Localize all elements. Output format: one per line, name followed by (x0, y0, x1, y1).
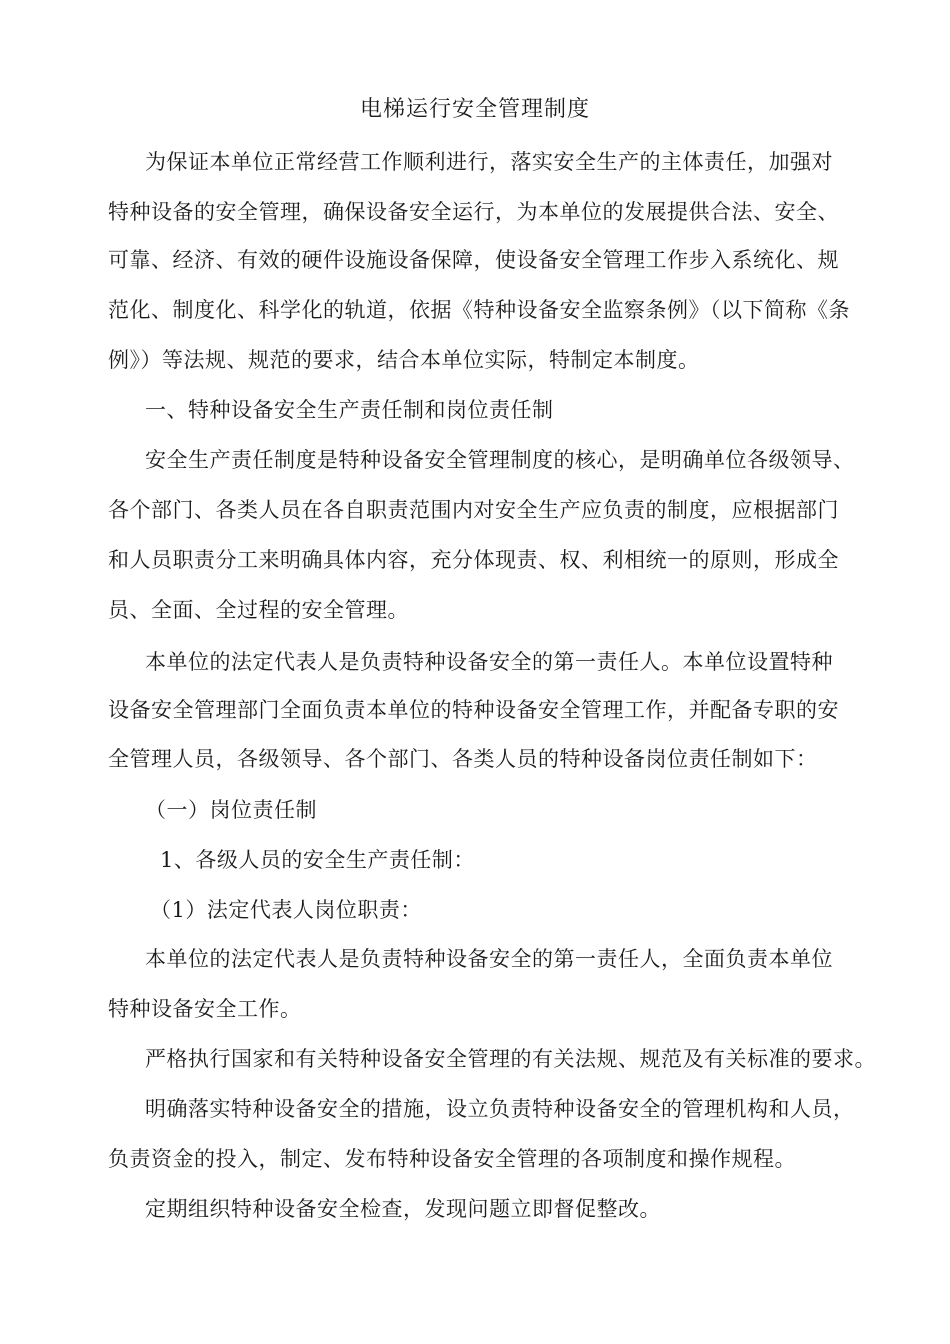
paragraph-line: 严格执行国家和有关特种设备安全管理的有关法规、规范及有关标准的要求。 (145, 1047, 876, 1071)
subsection-heading: （一）岗位责任制 (145, 798, 317, 822)
subsection-heading: （1）法定代表人岗位职责： (150, 898, 422, 922)
section-heading: 一、特种设备安全生产责任制和岗位责任制 (145, 398, 554, 422)
paragraph-line: 安全生产责任制度是特种设备安全管理制度的核心，是明确单位各级领导、 (145, 448, 855, 472)
paragraph-line: 和人员职责分工来明确具体内容，充分体现责、权、利相统一的原则，形成全 (108, 548, 839, 572)
paragraph-line: 定期组织特种设备安全检查，发现问题立即督促整改。 (145, 1197, 661, 1221)
paragraph-line: 本单位的法定代表人是负责特种设备安全的第一责任人。本单位设置特种 (145, 650, 833, 674)
paragraph-line: 本单位的法定代表人是负责特种设备安全的第一责任人，全面负责本单位 (145, 947, 833, 971)
paragraph-line: 员、全面、全过程的安全管理。 (108, 598, 409, 622)
paragraph-line: 设备安全管理部门全面负责本单位的特种设备安全管理工作，并配备专职的安 (108, 698, 839, 722)
paragraph-line: 范化、制度化、科学化的轨道，依据《特种设备安全监察条例》（以下简称《条 (108, 298, 850, 322)
paragraph-line: 特种设备安全工作。 (108, 997, 302, 1021)
document-title: 电梯运行安全管理制度 (359, 97, 590, 122)
paragraph-line: 特种设备的安全管理，确保设备安全运行，为本单位的发展提供合法、安全、 (108, 200, 839, 224)
paragraph-line: 为保证本单位正常经营工作顺利进行，落实安全生产的主体责任，加强对 (145, 150, 833, 174)
paragraph-line: 例》）等法规、规范的要求，结合本单位实际，特制定本制度。 (108, 348, 700, 372)
paragraph-line: 可靠、经济、有效的硬件设施设备保障，使设备安全管理工作步入系统化、规 (108, 248, 839, 272)
paragraph-line: 各个部门、各类人员在各自职责范围内对安全生产应负责的制度，应根据部门 (108, 498, 839, 522)
paragraph-line: 全管理人员，各级领导、各个部门、各类人员的特种设备岗位责任制如下： (108, 747, 818, 771)
subsection-heading: 1、各级人员的安全生产责任制： (160, 848, 475, 872)
paragraph-line: 明确落实特种设备安全的措施，设立负责特种设备安全的管理机构和人员， (145, 1097, 855, 1121)
paragraph-line: 负责资金的投入，制定、发布特种设备安全管理的各项制度和操作规程。 (108, 1147, 796, 1171)
